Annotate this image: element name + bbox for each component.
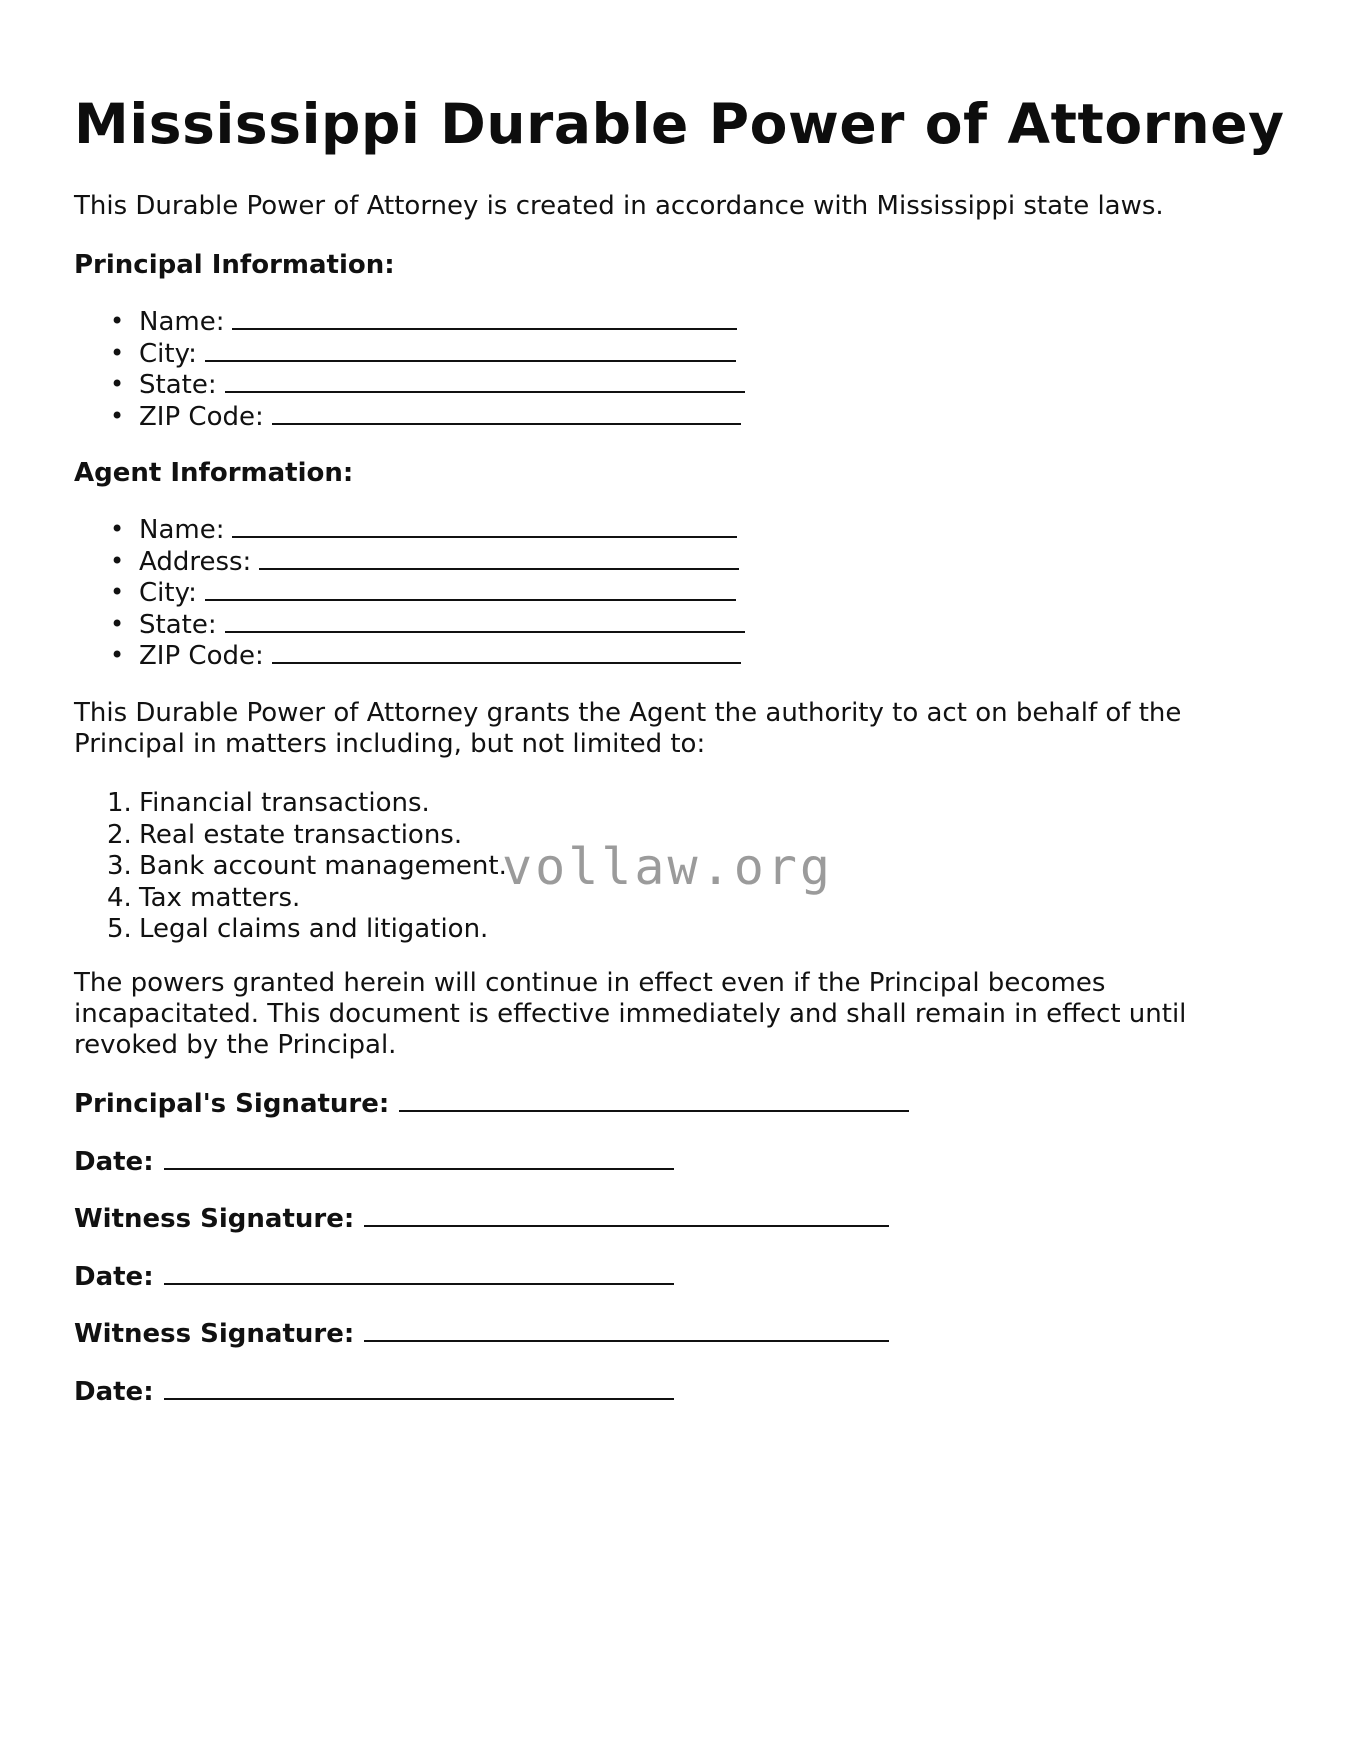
list-item: 5. Legal claims and litigation. bbox=[107, 914, 489, 944]
durability-paragraph: The powers granted herein will continue in effect even if the Principal becomes incapacitated. This document is effective immediately and shall remain in effect until revoked by the Principal. bbox=[74, 968, 1187, 1060]
bullet-icon: • bbox=[110, 641, 125, 669]
agent-state-field[interactable]: • State: bbox=[74, 609, 745, 641]
watermark: vollaw.org bbox=[502, 838, 834, 896]
blank-line[interactable] bbox=[164, 1261, 674, 1285]
list-item: 4. Tax matters. bbox=[107, 882, 301, 913]
agent-heading: Agent Information: bbox=[74, 458, 354, 488]
blank-line[interactable] bbox=[232, 306, 737, 330]
witness-signature-line[interactable]: Witness Signature: bbox=[74, 1318, 889, 1349]
blank-line[interactable] bbox=[364, 1203, 889, 1227]
blank-line[interactable] bbox=[232, 514, 737, 538]
blank-line[interactable] bbox=[364, 1318, 889, 1342]
bullet-icon: • bbox=[110, 401, 125, 430]
blank-line[interactable] bbox=[272, 401, 741, 425]
principal-fields bbox=[74, 306, 745, 432]
agent-fields bbox=[74, 514, 745, 672]
blank-line[interactable] bbox=[164, 1146, 674, 1170]
list-item: 3. Bank account management. bbox=[107, 851, 507, 881]
bullet-icon: • bbox=[110, 578, 125, 606]
grant-paragraph: This Durable Power of Attorney grants the Agent the authority to act on behalf of the Principal in matters including, but not limited to: bbox=[74, 698, 1182, 759]
agent-name-field[interactable]: • Name: bbox=[74, 514, 745, 546]
date-line[interactable]: Date: bbox=[74, 1146, 674, 1177]
principal-heading: Principal Information: bbox=[74, 250, 395, 280]
agent-address-field[interactable]: • Address: bbox=[74, 546, 745, 578]
blank-line[interactable] bbox=[225, 369, 745, 393]
blank-line[interactable] bbox=[272, 640, 741, 664]
date-line[interactable]: Date: bbox=[74, 1376, 674, 1407]
principal-zip-field[interactable]: • ZIP Code: bbox=[74, 401, 745, 433]
principal-signature-line[interactable]: Principal's Signature: bbox=[74, 1088, 909, 1119]
bullet-icon: • bbox=[110, 370, 125, 398]
blank-line[interactable] bbox=[225, 609, 745, 633]
document-title: Mississippi Durable Power of Attorney bbox=[74, 92, 1285, 156]
agent-zip-field[interactable]: • ZIP Code: bbox=[74, 640, 745, 672]
bullet-icon: • bbox=[110, 307, 125, 335]
blank-line[interactable] bbox=[205, 338, 736, 362]
bullet-icon: • bbox=[110, 338, 125, 367]
blank-line[interactable] bbox=[205, 577, 736, 601]
principal-city-field[interactable]: • City: bbox=[74, 338, 745, 370]
list-item: 2. Real estate transactions. bbox=[107, 819, 463, 850]
bullet-icon: • bbox=[110, 546, 125, 575]
intro-paragraph: This Durable Power of Attorney is created in accordance with Mississippi state laws. bbox=[74, 191, 1164, 221]
principal-name-field[interactable]: • Name: bbox=[74, 306, 745, 338]
blank-line[interactable] bbox=[259, 546, 739, 570]
powers-list bbox=[74, 788, 507, 946]
bullet-icon: • bbox=[110, 609, 125, 638]
blank-line[interactable] bbox=[399, 1088, 909, 1112]
witness-signature-line[interactable]: Witness Signature: bbox=[74, 1203, 889, 1234]
principal-state-field[interactable]: • State: bbox=[74, 369, 745, 401]
blank-line[interactable] bbox=[164, 1376, 674, 1400]
bullet-icon: • bbox=[110, 515, 125, 543]
date-line[interactable]: Date: bbox=[74, 1261, 674, 1292]
list-item: 1. Financial transactions. bbox=[107, 788, 430, 818]
agent-city-field[interactable]: • City: bbox=[74, 577, 745, 609]
